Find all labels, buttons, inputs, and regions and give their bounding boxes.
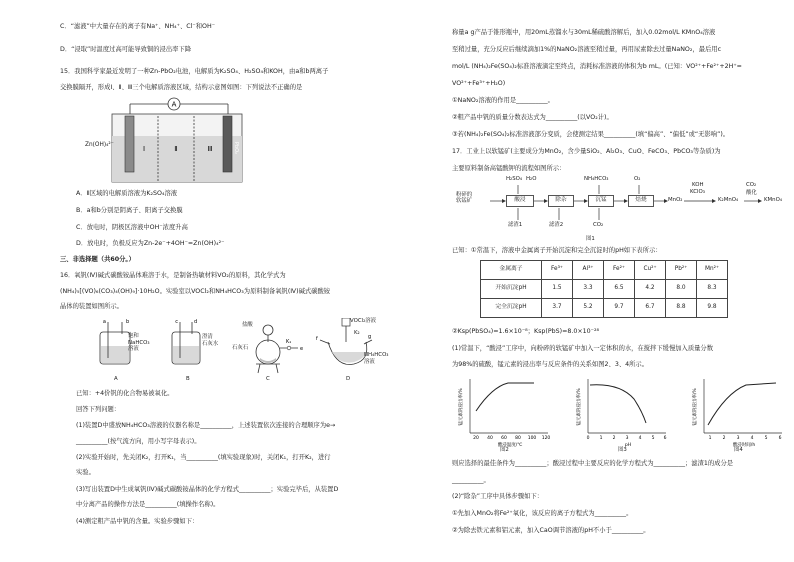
g4-xlabel: 酸浸时间/h <box>732 443 756 448</box>
step-precipitate-mn: 沉锰 <box>588 195 614 207</box>
region-1-label: Ⅰ <box>142 145 146 153</box>
g4-xtick: 6 <box>778 436 782 441</box>
table-cell: 5.2 <box>573 299 604 318</box>
graph-2-caption: 图2 <box>500 447 509 453</box>
g3-xtick: 5 <box>651 436 655 441</box>
q16-stem-line2: (NH₄)₅[(VO)₆(CO₃)₄(OH)₉]·10H₂O。实验室以VOCl₂和NH₄HCO₃为原料制备氧钒(Ⅳ)碱式碳酸铵 <box>60 288 331 295</box>
q16-stem-line3: 晶体的装置如图所示。 <box>60 303 123 310</box>
residue-2: 滤渣2 <box>549 222 564 228</box>
table-cell: 6.7 <box>635 299 666 318</box>
table-cell: 开始沉淀pH <box>481 280 542 299</box>
graph-3-caption: 图3 <box>618 447 627 453</box>
port-f: f <box>316 336 318 342</box>
flow-start: 粉碎的 软锰矿 <box>456 192 473 204</box>
port-b: b <box>126 319 130 325</box>
pbo2-electrode <box>223 116 232 172</box>
q16-known: 已知：+4价钒的化合物易被氧化。 <box>76 390 174 397</box>
pbo2-label: PbO₂ <box>233 141 239 155</box>
ph-table <box>480 260 728 318</box>
q17-stem-line2: 主要原料制备高锰酸钾的流程如图所示： <box>452 165 566 172</box>
table-header-cell: Al³⁺ <box>573 261 604 280</box>
q17-part2-step2: ②为除去铁元素和铝元素，加入CaO调节溶液的pH不小于__________。 <box>452 527 650 534</box>
q14-option-d: D．“浸取”时温度过高可能导致铜的浸出率下降 <box>60 46 192 53</box>
reagent-o2: O₂ <box>634 176 641 182</box>
q17-part1-line4: __________。 <box>452 477 490 484</box>
caption-d: D <box>346 376 351 382</box>
g2-xtick: 60 <box>501 436 507 441</box>
vocl2-label: VOCl₂溶液 <box>350 318 377 324</box>
section-heading: 三、非选择题（共60分。） <box>60 256 135 263</box>
table-row <box>481 280 728 299</box>
g4-xtick: 3 <box>736 436 740 441</box>
graph-2 <box>452 373 552 453</box>
q16-part2-line2: 实验。 <box>76 469 95 476</box>
table-cell: 完全沉淀pH <box>481 299 542 318</box>
table-cell: 3.7 <box>542 299 573 318</box>
q16-part4: (4)测定粗产品中钒的含量。实验步骤如下： <box>76 518 199 525</box>
g3-xtick: 3 <box>625 436 629 441</box>
q16-step-line4: VO²⁺+Fe³⁺+H₂O) <box>452 80 506 87</box>
zn-electrode-label: Zn(OH)₄²⁻ <box>85 142 114 148</box>
graph-4-caption: 图4 <box>734 447 743 453</box>
q17-part2-step1: ①先加入MnO₂将Fe²⁺氧化，该反应的离子方程式为__________。 <box>452 510 633 517</box>
limestone-label: 石灰石 <box>232 345 249 351</box>
q17-part1-line3: 则应选择的最佳条件为__________；酸浸过程中主要反应的化学方程式为__________；滤渣1的成分是 <box>452 460 734 467</box>
q16-stem-line1: 16．氧钒(Ⅳ)碱式碳酸铵晶体难溶于水，是制备热敏材料VO₂的原料，其化学式为 <box>60 272 286 279</box>
q16-step-line2: 至稍过量，充分反应后继续滴加1%的NaNO₂溶液至稍过量，再用尿素除去过量NaNO₂，最后用c <box>452 46 722 53</box>
port-c: c <box>175 319 178 325</box>
table-header-cell: Cu²⁺ <box>635 261 666 280</box>
g4-ylabel: 锰元素的浸出率/% <box>693 388 698 426</box>
table-cell: 9.8 <box>697 299 728 318</box>
table-header-cell: Fe²⁺ <box>604 261 635 280</box>
g2-xtick: 40 <box>487 436 493 441</box>
table-header-cell: 金属离子 <box>481 261 542 280</box>
g2-xtick: 100 <box>527 436 537 441</box>
caption-c: C <box>266 376 270 382</box>
reagent-h2o: H₂O <box>526 176 537 182</box>
g2-ylabel: 锰元素的浸出率/% <box>459 388 464 426</box>
port-e: e <box>300 346 304 352</box>
g3-xlabel: pH <box>624 443 632 448</box>
region-2-label: Ⅱ <box>174 145 178 153</box>
g3-xtick: 6 <box>663 436 667 441</box>
a-liquid-label: 饱和 NaHCO₃ 溶液 <box>128 333 150 352</box>
q15-option-c: C．放电时，阴极区溶液中OH⁻浓度升高 <box>76 224 188 231</box>
b-liquid-label: 澄清 石灰水 <box>202 334 219 347</box>
product-kmno4: KMnO₄ <box>764 197 783 203</box>
q17-stem-line1: 17．工业上以软锰矿(主要成分为MnO₂，含少量SiO₂、Al₂O₃、CuO、FeCO₃、PbCO₃等杂质)为 <box>452 148 721 155</box>
left-column <box>0 0 389 562</box>
table-cell: 8.3 <box>697 280 728 299</box>
table-cell: 8.8 <box>666 299 697 318</box>
g4-xtick: 5 <box>764 436 768 441</box>
port-d: d <box>194 319 198 325</box>
process-flowchart <box>456 170 786 240</box>
q17-known-2: ②Ksp(PbSO₄)=1.6×10⁻⁸；Ksp(PbS)=8.0×10⁻²⁸ <box>452 328 600 335</box>
reagent-nh4hco3: NH₄HCO₃ <box>584 176 609 182</box>
g3-xtick: 0 <box>586 436 590 441</box>
g4-xtick: 1 <box>708 436 712 441</box>
g4-xtick: 2 <box>722 436 726 441</box>
table-header-row <box>481 261 728 280</box>
hcl-label: 盐酸 <box>242 322 253 328</box>
q15-stem-line1: 15．我国科学家最近发明了一种Zn-PbO₂电池，电解质为K₂SO₄、H₂SO₄和KOH，由a和b两离子 <box>60 68 329 75</box>
q16-step-line3: mol/L (NH₄)₂Fe(SO₄)₂标准溶液滴定至终点，消耗标准溶液的体积为b mL。(已知：VO²⁺+Fe²⁺+2H⁺= <box>452 63 742 70</box>
q17-part2-title: (2)“除杂”工序中具体步骤如下： <box>452 493 544 500</box>
flow-co2-out: CO₂ <box>593 222 604 228</box>
table-cell: 8.0 <box>666 280 697 299</box>
g2-xtick: 120 <box>541 436 551 441</box>
caption-a: A <box>114 376 118 382</box>
q15-option-b: B．a和b分别是阴离子、阳离子交换膜 <box>76 207 183 214</box>
port-g: g <box>368 334 372 340</box>
q17-known-1: 已知：①常温下，溶液中金属离子开始沉淀和完全沉淀时的pH如下表所示： <box>452 247 662 254</box>
q15-option-a: A．Ⅱ区域的电解质溶液为K₂SO₄溶液 <box>76 190 178 197</box>
g3-xtick: 2 <box>612 436 616 441</box>
table-cell: 9.7 <box>604 299 635 318</box>
reagent-h2so4: H₂SO₄ <box>506 176 523 182</box>
k1-label: K₁ <box>286 339 292 345</box>
graph-3 <box>570 373 670 453</box>
k2-label: K₂ <box>354 330 360 336</box>
right-column <box>400 0 794 562</box>
battery-diagram <box>92 96 252 186</box>
q16-part2-line1: (2)实验开始时，先关闭K₂，打开K₁，当__________(填实验现象)时，关闭K₁，打开K₂，进行 <box>76 454 331 461</box>
product-mno2: MnO₂ <box>668 197 683 203</box>
g3-ylabel: 锰元素的浸出率/% <box>577 388 582 426</box>
port-a: a <box>102 319 106 325</box>
g2-xtick: 20 <box>473 436 479 441</box>
zn-electrode <box>125 116 134 172</box>
reagent-kclo3: KClO₃ <box>690 189 705 195</box>
g3-xtick: 1 <box>599 436 603 441</box>
table-header-cell: Pb²⁺ <box>666 261 697 280</box>
g3-xtick: 4 <box>638 436 642 441</box>
table-cell: 3.3 <box>573 280 604 299</box>
nh4hco3-label: NH₄HCO₃ 溶液 <box>364 352 389 365</box>
step-acid-leach: 酸浸 <box>506 195 534 207</box>
q16-sub3: ③若(NH₄)₂Fe(SO₄)₂标准溶液部分变质，会使测定结果__________(填“偏高”、“偏低”或“无影响”)。 <box>452 131 730 138</box>
residue-1: 滤渣1 <box>508 222 523 228</box>
table-row <box>481 299 728 318</box>
q16-part3-line2: 中分离产品的操作方法是__________(填操作名称)。 <box>76 501 220 508</box>
q16-part1-line1: (1)装置D中盛放NH₄HCO₃溶液的仪器名称是__________，上述装置依次连接的合理顺序为e→ <box>76 422 336 429</box>
q15-option-d: D．放电时，负极反应为Zn-2e⁻+4OH⁻=Zn(OH)₄²⁻ <box>76 240 225 247</box>
table-header-cell: Fe³⁺ <box>542 261 573 280</box>
table-cell: 1.5 <box>542 280 573 299</box>
q16-sub2: ②粗产品中钒的质量分数表达式为__________(以VO₂计)。 <box>452 114 613 121</box>
q16-answer-intro: 回答下列问题： <box>76 406 121 413</box>
graph-4 <box>686 373 786 453</box>
reagent-co2: CO₂ <box>746 182 757 188</box>
caption-b: B <box>186 376 190 382</box>
region-3-label: Ⅲ <box>207 145 213 153</box>
table-cell: 6.5 <box>604 280 635 299</box>
q16-part3-line1: (3)写出装置D中生成氧钒(Ⅳ)碱式碳酸铵晶体的化学方程式__________；实验完毕后，从装置D <box>76 486 339 493</box>
table-header-cell: Mn²⁺ <box>697 261 728 280</box>
q17-part1-line2: 为98%的硫酸，锰元素的浸出率与反应条件的关系如图2、3、4所示。 <box>452 361 649 368</box>
g2-xtick: 80 <box>515 436 521 441</box>
q16-sub1: ①NaNO₂溶液的作用是__________。 <box>452 97 554 104</box>
q16-part1-line2: __________(按气流方向，用小写字母表示)。 <box>76 438 201 445</box>
q14-option-c: C．“滤液”中大量存在的离子有Na⁺、NH₄⁺、Cl⁻和OH⁻ <box>60 23 216 30</box>
acidify-label: 酸化 <box>746 190 757 196</box>
product-k2mno4: K₂MnO₄ <box>718 197 739 203</box>
ammeter-label: A <box>171 100 177 109</box>
q15-stem-line2: 交换膜隔开，形成Ⅰ、Ⅱ、Ⅲ三个电解质溶液区域，结构示意图如图：下列说法不正确的是 <box>60 84 303 91</box>
flow-caption: 图1 <box>586 236 595 242</box>
table-cell: 4.2 <box>635 280 666 299</box>
g4-xtick: 4 <box>750 436 754 441</box>
g2-xlabel: 酸浸温度/℃ <box>497 443 523 448</box>
q16-step-line1: 称量a g产品于锥形瓶中，用20mL蒸馏水与30mL稀硫酸溶解后，加入0.02mol/L KMnO₄溶液 <box>452 29 716 36</box>
step-remove-impurity: 除杂 <box>548 195 574 207</box>
reagent-koh: KOH <box>692 182 704 188</box>
step-roast: 焙烧 <box>628 195 654 207</box>
q17-part1-line1: (1)常温下，“酸浸”工序中，向粉碎的软锰矿中加入一定体积的水，在搅拌下缓慢加入质量分数 <box>452 345 714 352</box>
